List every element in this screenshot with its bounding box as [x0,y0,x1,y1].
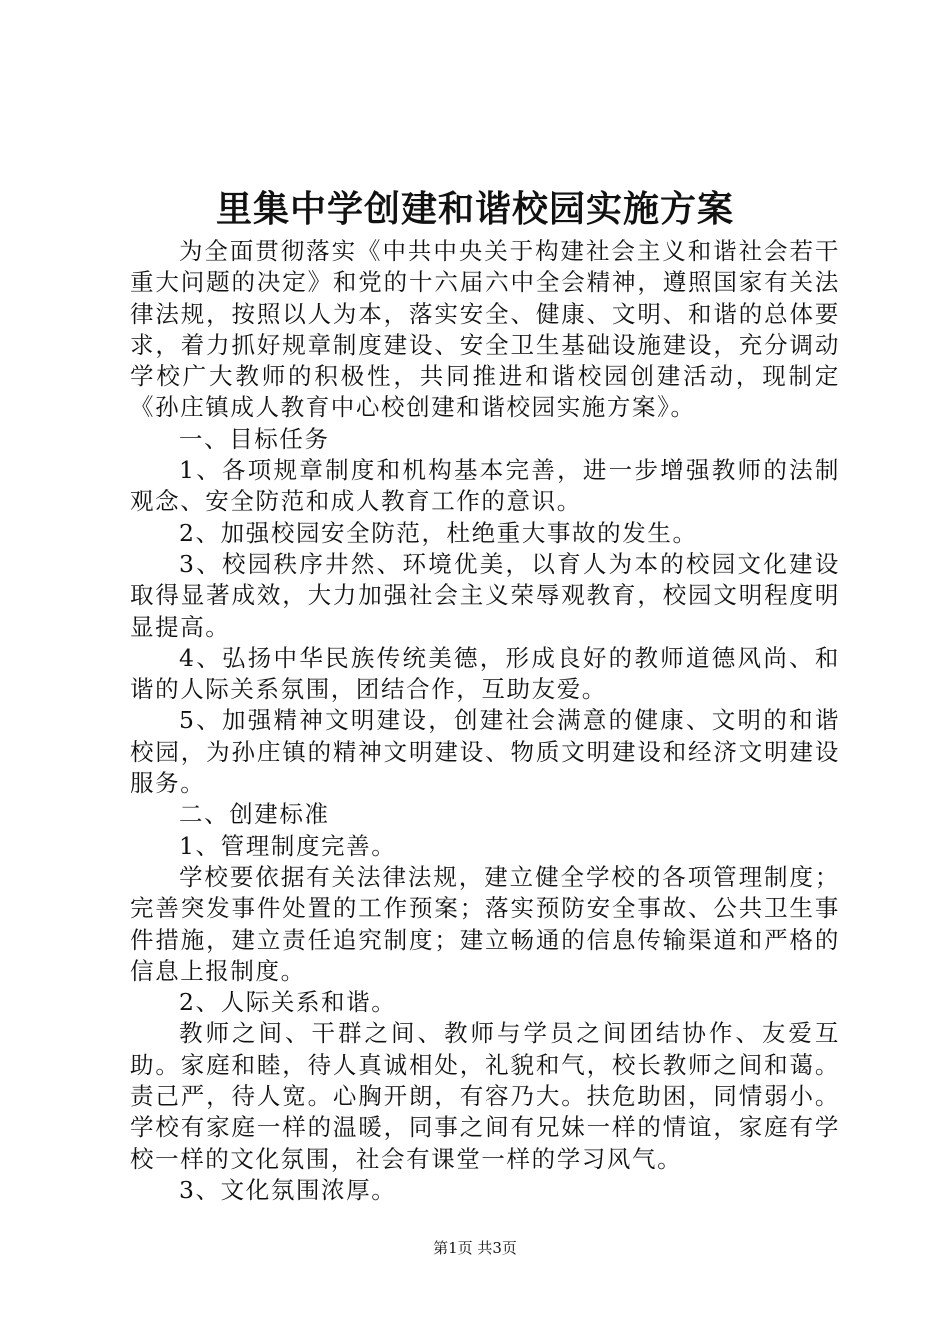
standard-item-2-body: 教师之间、干群之间、教师与学员之间团结协作、友爱互助。家庭和睦，待人真诚相处，礼貌和气，校长教师之间和蔼。责己严，待人宽。心胸开朗，有容乃大。扶危助困，同情弱小。学校有家庭一样的温暖，同事之间有兄妹一样的情谊，家庭有学校一样的文化氛围，社会有课堂一样的学习风气。 [130,1019,840,1173]
goal-item-3: 3、校园秩序井然、环境优美，以育人为本的校园文化建设取得显著成效，大力加强社会主义荣辱观教育，校园文明程度明显提高。 [130,549,840,641]
goal-item-2: 2、加强校园安全防范，杜绝重大事故的发生。 [179,518,698,547]
intro-paragraph: 为全面贯彻落实《中共中央关于构建社会主义和谐社会若干重大问题的决定》和党的十六届六中全会精神，遵照国家有关法律法规，按照以人为本，落实安全、健康、文明、和谐的总体要求，着力抓好规章制度建设、安全卫生基础设施建设，充分调动学校广大教师的积极性，共同推进和谐校园创建活动，现制定《孙庄镇成人教育中心校创建和谐校园实施方案》。 [130,237,840,422]
goal-item-5: 5、加强精神文明建设，创建社会满意的健康、文明的和谐校园，为孙庄镇的精神文明建设、物质文明建设和经济文明建设服务。 [130,706,840,798]
page-footer: 第1页 共3页 [433,1239,517,1257]
standard-item-1-heading: 1、管理制度完善。 [179,831,397,860]
standard-item-1-body: 学校要依据有关法律法规，建立健全学校的各项管理制度；完善突发事件处置的工作预案；落实预防安全事故、公共卫生事件措施，建立责任追究制度；建立畅通的信息传输渠道和严格的信息上报制度。 [130,862,840,985]
standard-item-2-heading: 2、人际关系和谐。 [179,988,397,1017]
goal-item-1: 1、各项规章制度和机构基本完善，进一步增强教师的法制观念、安全防范和成人教育工作的意识。 [130,456,840,516]
section-heading-goals: 一、目标任务 [179,424,330,453]
section-heading-standards: 二、创建标准 [179,800,330,829]
standard-item-3-heading: 3、文化氛围浓厚。 [179,1175,397,1204]
document-title: 里集中学创建和谐校园实施方案 [215,188,734,230]
goal-item-4: 4、弘扬中华民族传统美德，形成良好的教师道德风尚、和谐的人际关系氛围，团结合作，互助友爱。 [130,643,840,704]
document-body [130,236,840,1206]
